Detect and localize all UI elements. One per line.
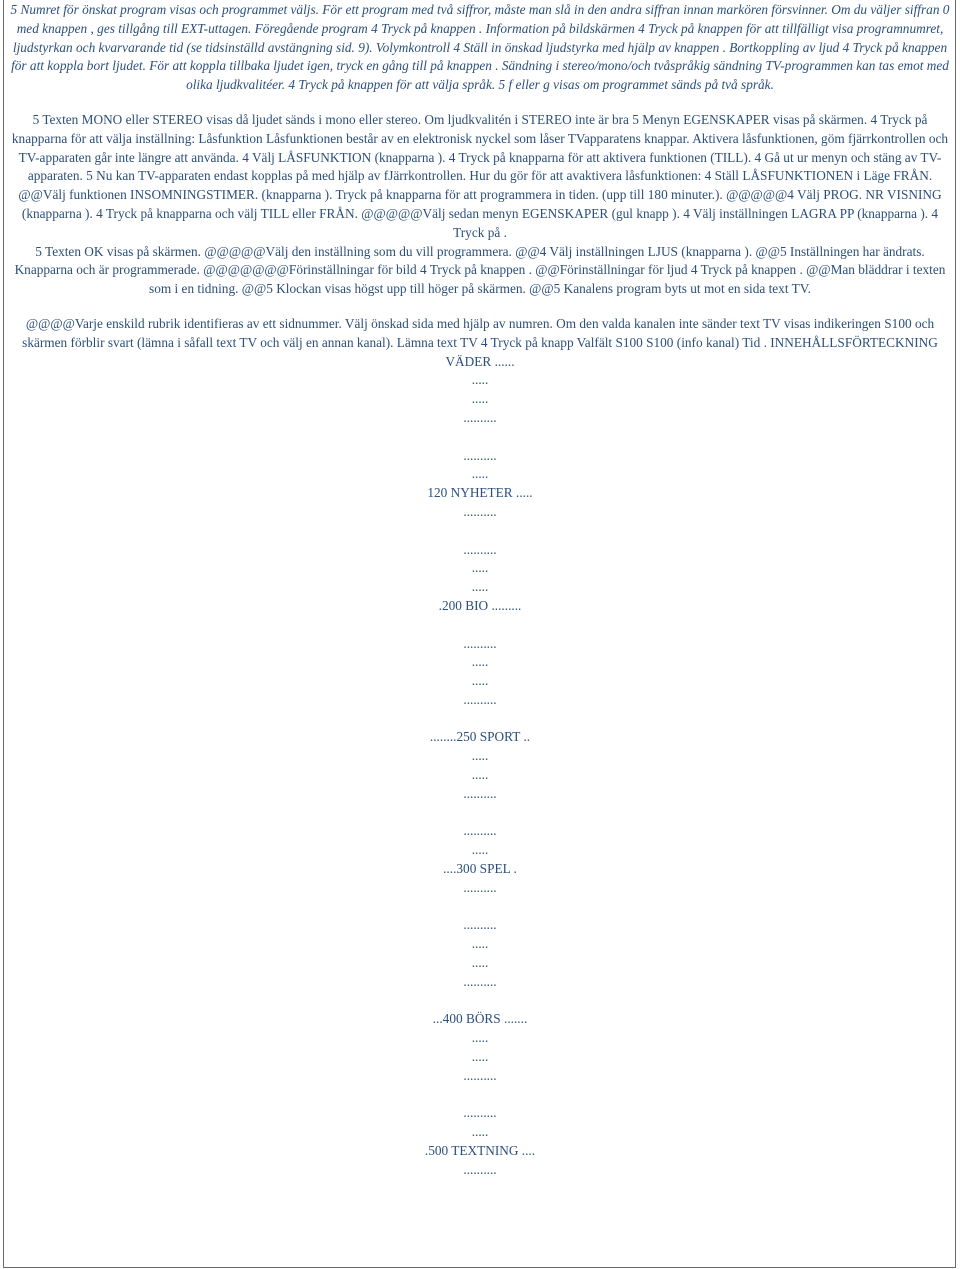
toc-line: .......... bbox=[463, 973, 497, 989]
toc-line bbox=[5, 710, 955, 729]
toc-line: .......... bbox=[463, 1067, 497, 1083]
toc-line: .......... bbox=[463, 823, 497, 839]
toc-line: .......... bbox=[463, 541, 497, 557]
toc-line: ..... bbox=[471, 1030, 489, 1046]
paragraph-1: 5 Numret för önskat program visas och programmet väljs. För ett program med två siffror, måste man slå in den andra siffran innan markören försvinner. Om du väljer siffran 0 med knappen , ges tillgång till EXT-uttagen. Föregående program 4 Tryck på knappen . Information på bildskärmen 4 Tryck på knappen för att tillfälligt visa programnumret, ljudstyrkan och kvarvarande tid (se tidsinställd avstängning sid. 9). Volymkontroll 4 Ställ in önskad ljudstyrka med hjälp av knappen . Bortkoppling av ljud 4 Tryck på knappen för att koppla bort ljudet. För att koppla tillbaka ljudet igen, tryck en gång till på knappen . Sändning i stereo/mono/och tvåspråkig sändning TV-programmen kan tas emot med olika ljudkvalitéer. 4 Tryck på knappen för att välja språk. 5 f eller g visas om programmet sänds på två språk. bbox=[10, 2, 950, 93]
toc-line: .......... bbox=[463, 691, 497, 707]
toc-line: .......... bbox=[463, 917, 497, 933]
toc-heading: .200 BIO ......... bbox=[438, 597, 522, 613]
toc-line: ..... bbox=[471, 391, 489, 407]
toc-heading: ....300 SPEL . bbox=[443, 861, 517, 877]
toc-heading: .500 TEXTNING .... bbox=[424, 1143, 536, 1159]
toc-line: .......... bbox=[463, 503, 497, 519]
table-of-contents bbox=[5, 371, 955, 1179]
toc-line: .......... bbox=[463, 785, 497, 801]
toc-line: .......... bbox=[463, 1105, 497, 1121]
toc-line: ..... bbox=[471, 767, 489, 783]
toc-line: ..... bbox=[471, 673, 489, 689]
toc-line bbox=[5, 522, 955, 541]
toc-heading: ........250 SPORT .. bbox=[429, 729, 531, 745]
toc-line bbox=[5, 616, 955, 635]
spacer bbox=[5, 299, 955, 315]
toc-heading: 120 NYHETER ..... bbox=[427, 485, 533, 501]
toc-line: ..... bbox=[471, 955, 489, 971]
toc-line: .......... bbox=[463, 635, 497, 651]
toc-line: ..... bbox=[471, 1124, 489, 1140]
toc-line: ..... bbox=[471, 748, 489, 764]
paragraph-2: 5 Texten MONO eller STEREO visas då ljudet sänds i mono eller stereo. Om ljudkvalitén i STEREO inte är bra 5 Menyn EGENSKAPER visas på skärmen. 4 Tryck på knapparna för att välja inställning: Låsfunktion Låsfunktionen består av en elektronisk nyckel som låser TVapparatens knappar. Aktivera låsfunktionen, göm fjärrkontrollen och TV-apparaten går inte längre att använda. 4 Välj LÅSFUNKTION (knapparna ). 4 Tryck på knapparna för att aktivera funktionen (TILL). 4 Gå ut ur menyn och stäng av TV-apparaten. 5 Nu kan TV-apparaten endast kopplas på med hjälp av fJärrkontrollen. Hur du gör för att avaktivera låsfunktionen: 4 Ställ LÅSFUNKTIONEN i Läge FRÅN. @@Välj funktionen INSOMNINGSTIMER. (knapparna ). Tryck på knapparna för att programmera in tiden. (upp till 180 minuter.). @@@@@4 Välj PROG. NR VISNING (knapparna ). 4 Tryck på knapparna och välj TILL eller FRÅN. @@@@@Välj sedan menyn EGENSKAPER (gul knapp ). 4 Välj inställningen LAGRA PP (knapparna ). 4 Tryck på . bbox=[11, 111, 949, 240]
paragraph-3: 5 Texten OK visas på skärmen. @@@@@Välj den inställning som du vill programmera. @@4 Välj inställningen LJUS (knapparna ). @@5 Inställningen har ändrats. Knapparna och är programmerade. @@@@@@@Förinställningar för bild 4 Tryck på knappen . @@Förinställningar för ljud 4 Tryck på knappen . @@Man bläddrar i texten som i en tidning. @@5 Klockan visas högst upp till höger på skärmen. @@5 Kanalens program byts ut mot en sida text TV. bbox=[14, 243, 946, 297]
toc-line: ..... bbox=[471, 372, 489, 388]
toc-line: ..... bbox=[471, 936, 489, 952]
toc-line: .......... bbox=[463, 1161, 497, 1177]
toc-line: .......... bbox=[463, 447, 497, 463]
toc-line: ..... bbox=[471, 579, 489, 595]
toc-line bbox=[5, 898, 955, 917]
toc-line: ..... bbox=[471, 1049, 489, 1065]
toc-line bbox=[5, 992, 955, 1011]
toc-line: ..... bbox=[471, 842, 489, 858]
paragraph-4: @@@@Varje enskild rubrik identifieras av ett sidnummer. Välj önskad sida med hjälp av numren. Om den valda kanalen inte sänder text TV visas indikeringen S100 och skärmen förblir svart (lämna i såfall text TV och välj en annan kanal). Lämna text TV 4 Tryck på knapp Valfält S100 S100 (info kanal) Tid . INNEHÅLLSFÖRTECKNING VÄDER ...... bbox=[22, 315, 938, 369]
toc-line: ..... bbox=[471, 560, 489, 576]
toc-line: ..... bbox=[471, 466, 489, 482]
toc-line bbox=[5, 1086, 955, 1105]
toc-line bbox=[5, 428, 955, 447]
document-body bbox=[5, 1, 955, 1180]
toc-line: ..... bbox=[471, 654, 489, 670]
toc-heading: ...400 BÖRS ....... bbox=[432, 1011, 528, 1027]
toc-line: .......... bbox=[463, 879, 497, 895]
spacer bbox=[5, 95, 955, 111]
toc-line: .......... bbox=[463, 409, 497, 425]
toc-line bbox=[5, 804, 955, 823]
